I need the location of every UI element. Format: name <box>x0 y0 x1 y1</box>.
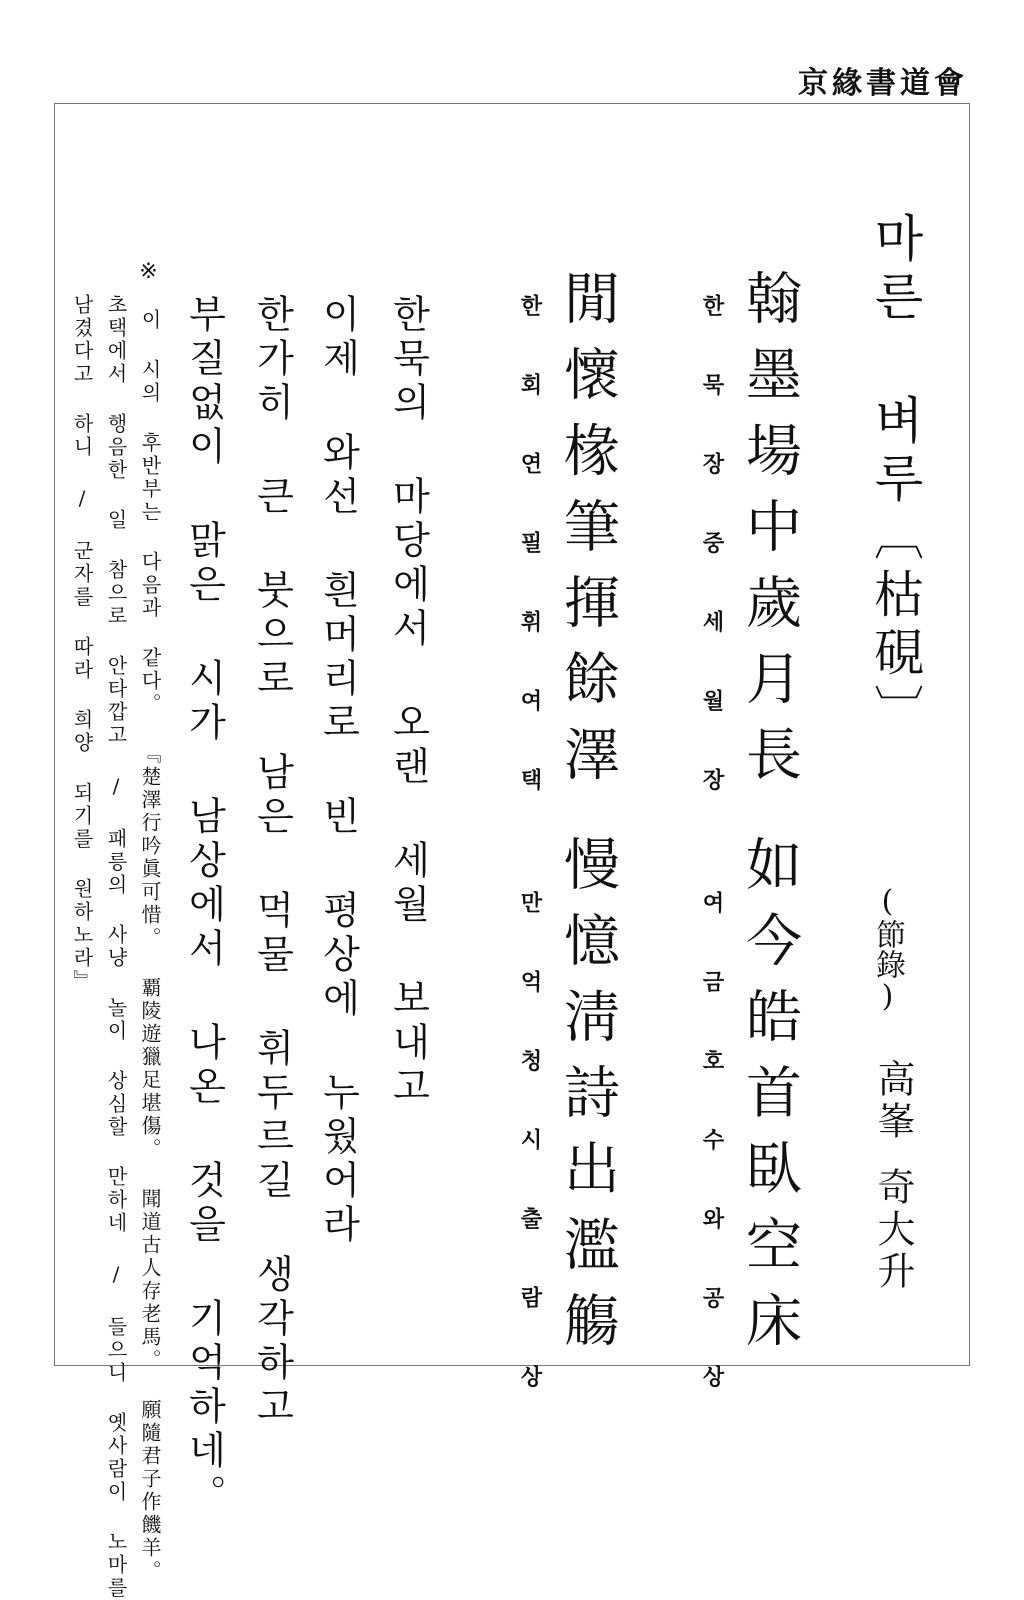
content-frame <box>54 103 970 1600</box>
author <box>869 1059 917 1293</box>
hanja-verse: 翰墨場中歲月長 <box>737 269 802 801</box>
subtitle: (節錄) <box>870 884 905 1014</box>
translation-line: 부질없이 맑은 시가 남상에서 나온 것을 기억하네。 <box>182 294 226 1518</box>
poem-pronunciation-line-2 <box>514 294 544 1444</box>
author-name: 奇大升 <box>871 1167 915 1293</box>
pronunciation-verse: 여금호수와공상 <box>699 891 724 1444</box>
note-line: 이 시의 후반부는 다음과 같다。 『楚澤行吟眞可惜。 覇陵遊獵足堪傷。 聞道古人存老馬。 願隨君子作饑羊。 <box>138 309 162 1583</box>
poem-hanja-line-2 <box>555 269 619 1367</box>
note-line: 초택에서 행음한 일 참으로 안타깝고 / 패릉의 사냥 놀이 상심할 만하네 / 들으니 옛사람이 노마를 <box>104 294 128 1600</box>
title-hanja: 枯硯 <box>866 568 924 684</box>
hanja-verse: 慢憶淸詩出濫觴 <box>555 835 620 1367</box>
pronunciation-verse: 한묵장중세월장 <box>699 294 724 847</box>
translation-line: 한가히 큰 붓으로 남은 먹물 휘두르길 생각하고 <box>250 294 294 1430</box>
note-mark: ※ <box>136 259 161 284</box>
hanja-verse: 如今皓首臥空床 <box>737 835 802 1367</box>
title-hangul: 마른 벼루 <box>866 212 924 510</box>
organization-name: 京緣書道會 <box>798 66 968 101</box>
pronunciation-verse: 만억청시출람상 <box>517 891 542 1444</box>
pronunciation-verse: 한회연필휘여택 <box>517 294 542 847</box>
author-pen-name: 高峯 <box>871 1059 915 1143</box>
poem-hanja-line-1 <box>737 269 801 1367</box>
hanja-verse: 閒懷椽筆揮餘澤 <box>555 269 620 801</box>
poem-pronunciation-line-1 <box>696 294 726 1444</box>
title-close-bracket: 〕 <box>866 684 924 742</box>
poem-title <box>865 212 925 742</box>
title-open-bracket: 〔 <box>866 510 924 568</box>
note-line: 남겼다고 하니 / 군자를 따라 희양 되기를 원하노라』 <box>70 294 94 993</box>
translation-line: 한묵의 마당에서 오랜 세월 보내고 <box>386 294 430 1110</box>
translation-line: 이제 와선 흰머리로 빈 평상에 누웠어라 <box>316 294 360 1248</box>
